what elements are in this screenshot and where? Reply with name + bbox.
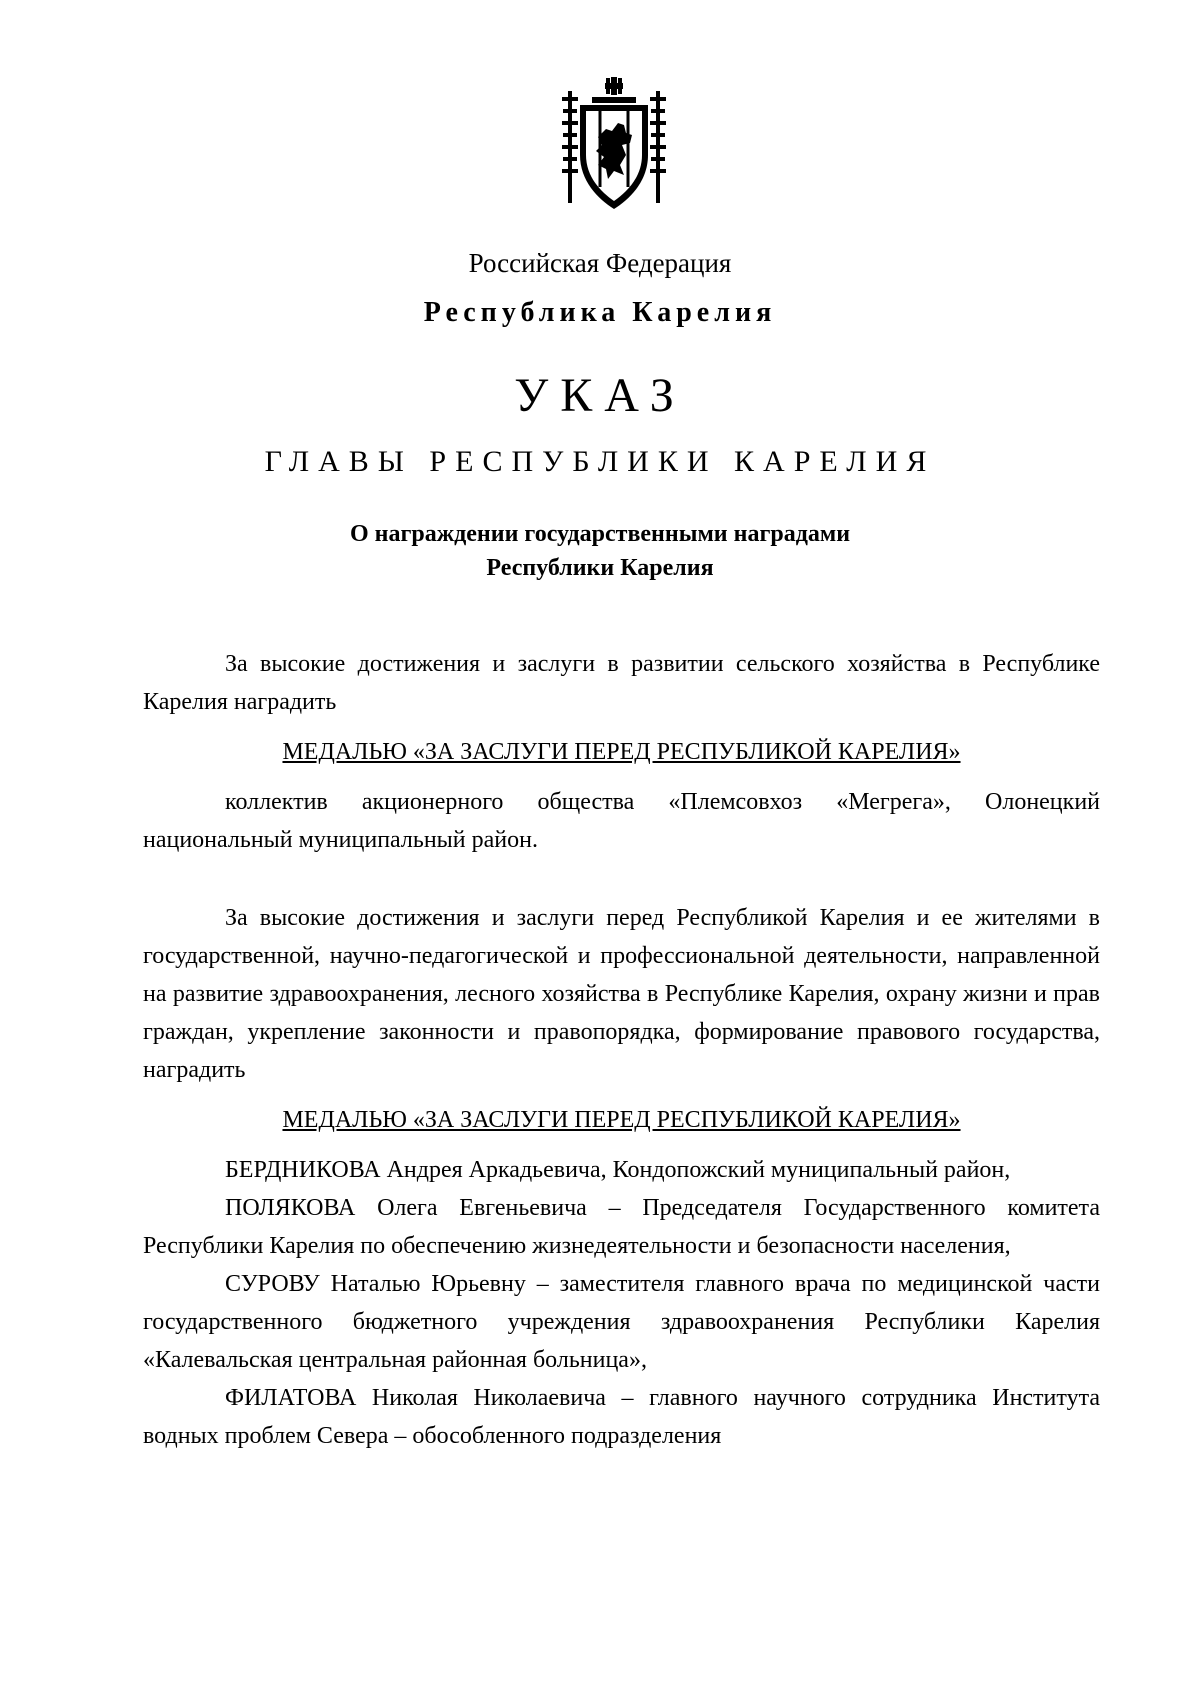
document-type: УКАЗ	[514, 369, 686, 422]
recipient-item: БЕРДНИКОВА Андрея Аркадьевича, Кондопожский муниципальный район,	[225, 1157, 1011, 1183]
country-name: Российская Федерация	[468, 248, 732, 278]
subject-line-1: О награждении государственными наградами	[349, 521, 851, 547]
recipient-item: СУРОВУ Наталью Юрьевну – заместителя главного врача по медицинской части государственного бюджетного учреждения здравоохранения Республики Карелия «Калевальская центральная районная больница»,	[143, 1271, 1100, 1373]
republic-name: Республика Карелия	[423, 297, 777, 328]
issuer-title: ГЛАВЫ РЕСПУБЛИКИ КАРЕЛИЯ	[264, 445, 936, 478]
recipient-item: ПОЛЯКОВА Олега Евгеньевича – Председателя Государственного комитета Республики Карелия по обеспечению жизнедеятельности и безопасности населения,	[143, 1195, 1100, 1259]
subject-line-2: Республики Карелия	[486, 555, 714, 581]
award-heading-2: МЕДАЛЬЮ «ЗА ЗАСЛУГИ ПЕРЕД РЕСПУБЛИКОЙ КАРЕЛИЯ»	[282, 1107, 961, 1133]
subject-heading	[0, 517, 1200, 585]
paragraph-merits: За высокие достижения и заслуги перед Республикой Карелия и ее жителями в государственной, научно-педагогической и профессиональной деятельности, направленной на развитие здравоохранения, лесного хозяйства в Республике Карелия, охрану жизни и прав граждан, укрепление законности и правопорядка, формирование правового государства, наградить	[143, 905, 1100, 1083]
paragraph-collective: коллектив акционерного общества «Племсовхоз «Мегрега», Олонецкий национальный муниципальный район.	[143, 789, 1100, 853]
recipient-item: ФИЛАТОВА Николая Николаевича – главного научного сотрудника Института водных проблем Севера – обособленного подразделения	[143, 1385, 1100, 1449]
paragraph-agriculture: За высокие достижения и заслуги в развитии сельского хозяйства в Республике Карелия наградить	[143, 651, 1100, 715]
decree-body	[143, 645, 1100, 1455]
award-heading-1: МЕДАЛЬЮ «ЗА ЗАСЛУГИ ПЕРЕД РЕСПУБЛИКОЙ КАРЕЛИЯ»	[282, 739, 961, 765]
karelia-coat-of-arms-icon	[562, 75, 666, 215]
